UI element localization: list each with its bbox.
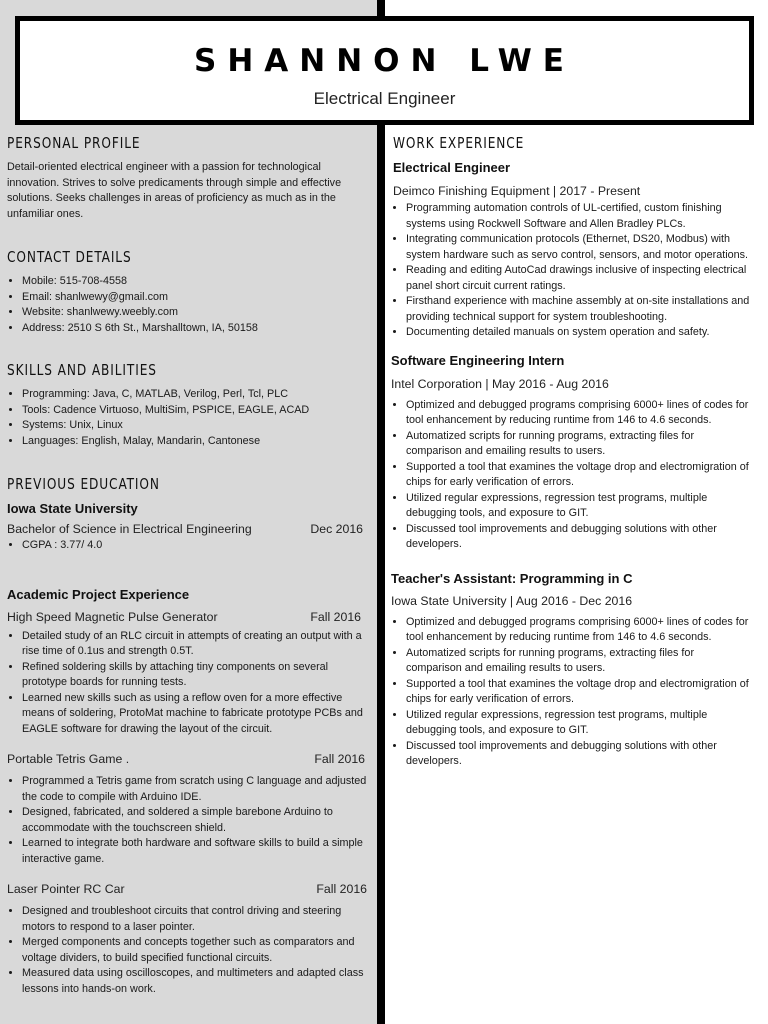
left-column <box>7 134 367 997</box>
personal-profile-section <box>7 134 367 222</box>
project-title: Portable Tetris Game . <box>7 752 130 766</box>
job-item: • Utilized regular expressions, regression test programs, multiple debugging tools, and exposure to GIT. <box>406 708 751 739</box>
project-title: Laser Pointer RC Car <box>7 882 125 896</box>
contact-heading: CONTACT DETAILS <box>7 248 132 266</box>
job-item: • Integrating communication protocols (Ethernet, DS20, Modbus) with system hardware such as servo control, sensors, and motor operations. <box>406 232 751 263</box>
project-item: • Learned to integrate both hardware and software skills to build a simple interactive game. <box>22 836 367 867</box>
project-title: High Speed Magnetic Pulse Generator <box>7 609 218 624</box>
job-title: Software Engineering Intern <box>391 352 565 368</box>
candidate-title: Electrical Engineer <box>313 89 456 108</box>
projects-section <box>7 587 367 998</box>
right-column <box>391 134 751 770</box>
project-item: • Designed, fabricated, and soldered a simple barebone Arduino to accommodate with the touchscreen shield. <box>22 805 367 836</box>
project-item: • Designed and troubleshoot circuits that control driving and steering motors to respond to a laser pointer. <box>22 904 367 935</box>
project-item: • Detailed study of an RLC circuit in attempts of creating an output with a rise time of 0.1us and strength 0.5T. <box>22 629 367 660</box>
job-company: Iowa State University | Aug 2016 - Dec 2016 <box>391 593 633 608</box>
work-heading: WORK EXPERIENCE <box>393 134 525 152</box>
project-date: Fall 2016 <box>310 609 361 624</box>
contact-mobile: • Mobile: 515-708-4558 <box>22 274 367 290</box>
contact-email: • Email: shanlwewy@gmail.com <box>22 290 367 306</box>
job-item: • Utilized regular expressions, regression test programs, multiple debugging tools, and exposure to GIT. <box>406 491 751 522</box>
skill-item: • Languages: English, Malay, Mandarin, Cantonese <box>22 434 367 450</box>
candidate-name: SHANNON LWE <box>194 43 575 79</box>
project-date: Fall 2016 <box>316 882 367 896</box>
job-company: Intel Corporation | May 2016 - Aug 2016 <box>391 376 609 391</box>
project-item: • Measured data using oscilloscopes, and multimeters and adapted class lessons into hands-on work. <box>22 966 367 997</box>
job-item: • Programming automation controls of UL-certified, custom finishing systems using Rockwell Software and Allen Bradley PLCs. <box>406 201 751 232</box>
job-entry <box>391 571 751 770</box>
name-header-box <box>15 16 754 125</box>
job-item: • Firsthand experience with machine assembly at on-site installations and providing technical support for system troubleshooting. <box>406 294 751 325</box>
job-entry <box>391 160 751 341</box>
project-item: • Learned new skills such as using a reflow oven for a more effective means of soldering, ProtoMat machine to fabricate prototype PCBs and EAGLE software for drawing the layout of the circuit. <box>22 691 367 738</box>
degree-date: Dec 2016 <box>310 522 363 536</box>
projects-heading: Academic Project Experience <box>7 586 190 602</box>
profile-text: Detail-oriented electrical engineer with a passion for technological innovation. Strives to solve predicaments through simple and effective solutions. Seeks challenges in areas of proficiency as much as in the unfamiliar ones. <box>7 161 342 220</box>
education-section <box>7 475 367 554</box>
school-name: Iowa State University <box>7 501 138 516</box>
job-item: • Supported a tool that examines the voltage drop and electromigration of chips for early verification of errors. <box>406 677 751 708</box>
contact-address: • Address: 2510 S 6th St., Marshalltown, IA, 50158 <box>22 321 367 337</box>
contact-website: • Website: shanlwewy.weebly.com <box>22 305 367 321</box>
degree-name: Bachelor of Science in Electrical Engineering <box>7 522 252 536</box>
job-item: • Automatized scripts for running programs, extracting files for comparison and emailing results to users. <box>406 429 751 460</box>
job-item: • Documenting detailed manuals on system operation and safety. <box>406 325 751 341</box>
job-item: • Supported a tool that examines the voltage drop and electromigration of chips for early verification of errors. <box>406 460 751 491</box>
skill-item: • Systems: Unix, Linux <box>22 418 367 434</box>
skills-heading: SKILLS AND ABILITIES <box>7 361 157 379</box>
project-item: • Refined soldering skills by attaching tiny components on several prototype boards for running tests. <box>22 660 367 691</box>
skill-item: • Programming: Java, C, MATLAB, Verilog, Perl, Tcl, PLC <box>22 387 367 403</box>
job-title: Teacher's Assistant: Programming in C <box>391 570 633 586</box>
job-title: Electrical Engineer <box>393 160 511 175</box>
education-heading: PREVIOUS EDUCATION <box>7 475 160 493</box>
job-item: • Automatized scripts for running programs, extracting files for comparison and emailing results to users. <box>406 646 751 677</box>
skills-section <box>7 361 367 449</box>
job-item: • Discussed tool improvements and debugging solutions with other developers. <box>406 522 751 553</box>
skill-item: • Tools: Cadence Virtuoso, MultiSim, PSPICE, EAGLE, ACAD <box>22 403 367 419</box>
project-date: Fall 2016 <box>314 752 365 766</box>
personal-profile-heading: PERSONAL PROFILE <box>7 134 141 152</box>
job-company: Deimco Finishing Equipment | 2017 - Present <box>393 184 641 198</box>
gpa-item: • CGPA : 3.77/ 4.0 <box>22 538 367 554</box>
job-entry <box>391 353 751 553</box>
job-item: • Optimized and debugged programs comprising 6000+ lines of codes for tool enhancement by reducing runtime from 146 to 4.6 seconds. <box>406 398 751 429</box>
job-item: • Reading and editing AutoCad drawings inclusive of inspecting electrical panel short circuit current ratings. <box>406 263 751 294</box>
contact-section <box>7 248 367 336</box>
job-item: • Optimized and debugged programs comprising 6000+ lines of codes for tool enhancement by reducing runtime from 146 to 4.6 seconds. <box>406 615 751 646</box>
column-divider <box>377 0 385 1024</box>
project-item: • Merged components and concepts together such as comparators and voltage dividers, to build specified functional circuits. <box>22 935 367 966</box>
project-item: • Programmed a Tetris game from scratch using C language and adjusted the code to compile with Arduino IDE. <box>22 774 367 805</box>
job-item: • Discussed tool improvements and debugging solutions with other developers. <box>406 739 751 770</box>
